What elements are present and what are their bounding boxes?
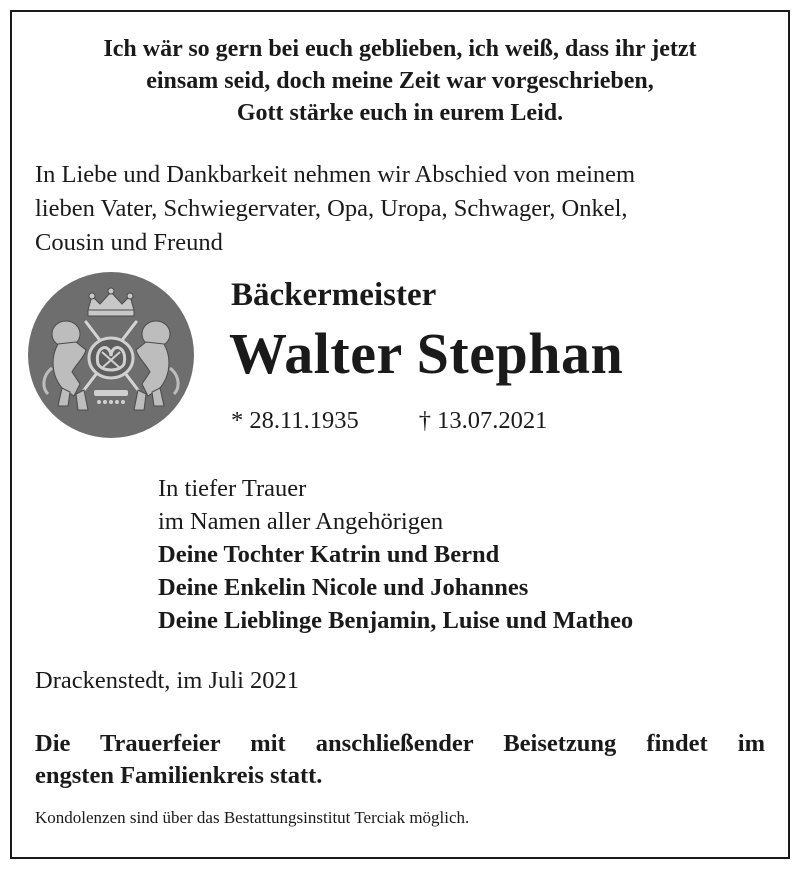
life-dates bbox=[231, 404, 547, 438]
deceased-name: Walter Stephan bbox=[229, 321, 624, 386]
poem-line: einsam seid, doch meine Zeit war vorgeschrieben, bbox=[146, 68, 654, 94]
funeral-notice-line: engsten Familienkreis statt. bbox=[35, 762, 323, 789]
baker-guild-crest-icon bbox=[28, 272, 194, 438]
place-and-date: Drackenstedt, im Juli 2021 bbox=[35, 667, 300, 694]
funeral-notice bbox=[35, 728, 765, 792]
condolence-note: Kondolenzen sind über das Bestattungsinstitut Terciak möglich. bbox=[35, 808, 470, 827]
intro-line: lieben Vater, Schwiegervater, Opa, Uropa, Schwager, Onkel, bbox=[35, 195, 628, 222]
poem-line: Gott stärke euch in eurem Leid. bbox=[236, 100, 564, 126]
mourners-block bbox=[158, 472, 633, 637]
deceased-occupation: Bäckermeister bbox=[231, 277, 437, 313]
mourners-line: In tiefer Trauer bbox=[158, 475, 307, 502]
mourner-name: Deine Lieblinge Benjamin, Luise und Matheo bbox=[158, 607, 634, 634]
birth-date: * 28.11.1935 bbox=[231, 407, 359, 434]
funeral-notice-line: Die Trauerfeier mit anschließender Beisetzung findet im bbox=[35, 730, 765, 757]
farewell-intro bbox=[35, 158, 635, 260]
mourner-name: Deine Tochter Katrin und Bernd bbox=[158, 541, 500, 568]
memorial-poem bbox=[0, 33, 800, 129]
intro-line: Cousin und Freund bbox=[35, 229, 223, 256]
poem-line: Ich wär so gern bei euch geblieben, ich weiß, dass ihr jetzt bbox=[103, 36, 697, 62]
death-date: † 13.07.2021 bbox=[418, 407, 548, 434]
intro-line: In Liebe und Dankbarkeit nehmen wir Abschied von meinem bbox=[35, 161, 636, 188]
mourner-name: Deine Enkelin Nicole und Johannes bbox=[158, 574, 529, 601]
mourners-line: im Namen aller Angehörigen bbox=[158, 508, 444, 535]
